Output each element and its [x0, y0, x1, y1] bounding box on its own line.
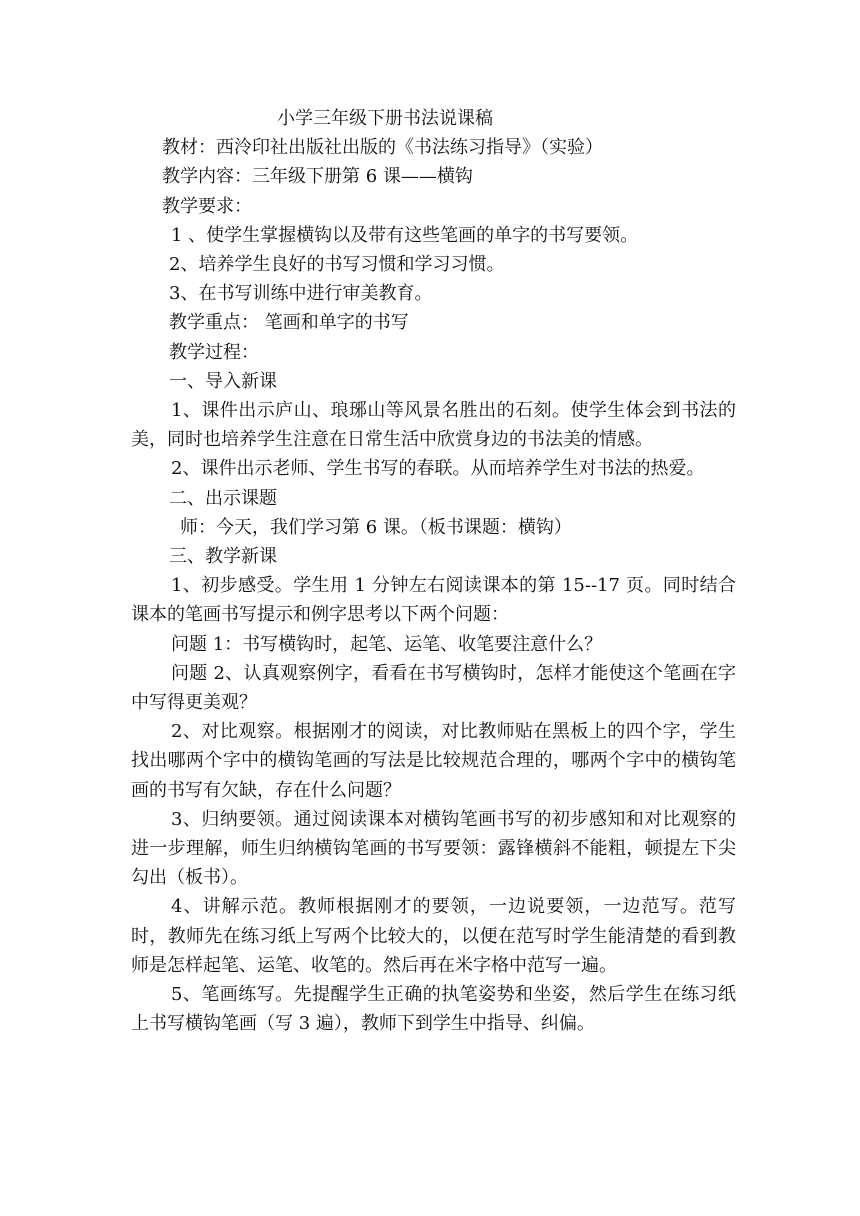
section-heading: 一、导入新课: [169, 370, 277, 392]
content-line: 教学内容：三年级下册第 6 课——横钩: [162, 166, 473, 188]
paragraph: 2、课件出示老师、学生书写的春联。从而培养学生对书法的热爱。: [171, 458, 705, 480]
paragraph: 5、笔画练写。先提醒学生正确的执笔姿势和坐姿，然后学生在练习纸上书写横钩笔画（写 3 遍），教师下到学生中指导、纠偏。: [131, 984, 736, 1035]
paragraph: 4、讲解示范。教师根据刚才的要领，一边说要领，一边范写。范写时，教师先在练习纸上写两个比较大的，以便在范写时学生能清楚的看到教师是怎样起笔、运笔、收笔的。然后再在米字格中范写一遍。: [131, 896, 736, 976]
material-line: 教材：西泠印社出版社出版的《书法练习指导》（实验）: [162, 137, 603, 159]
question-line: 问题 1：书写横钩时，起笔、运笔、收笔要注意什么？: [171, 633, 603, 655]
section-text: 师：今天，我们学习第 6 课。（板书课题：横钩）: [180, 516, 572, 538]
requirement-item: 2、培养学生良好的书写习惯和学习习惯。: [169, 254, 505, 276]
requirement-item: 3、在书写训练中进行审美教育。: [169, 283, 433, 305]
paragraph: 1、初步感受。学生用 1 分钟左右阅读课本的第 15--17 页。同时结合课本的笔画书写提示和例字思考以下两个问题：: [131, 575, 736, 626]
paragraph: 1、课件出示庐山、琅琊山等风景名胜出的石刻。使学生体会到书法的美，同时也培养学生注意在日常生活中欣赏身边的书法美的情感。: [131, 400, 736, 451]
paragraph: 问题 2、认真观察例字，看看在书写横钩时，怎样才能使这个笔画在字中写得更美观？: [131, 662, 736, 714]
paragraph: 3、归纳要领。通过阅读课本对横钩笔画书写的初步感知和对比观察的进一步理解，师生归纳横钩笔画的书写要领：露锋横斜不能粗，顿提左下尖勾出（板书）。: [131, 808, 736, 889]
requirement-item: 1 、使学生掌握横钩以及带有这些笔画的单字的书写要领。: [171, 224, 639, 246]
document-body: [131, 104, 734, 1039]
process-heading: 教学过程：: [169, 341, 259, 363]
document-title: 小学三年级下册书法说课稿: [277, 108, 493, 129]
key-point-line: 教学重点： 笔画和单字的书写: [169, 312, 409, 334]
requirements-heading: 教学要求：: [162, 195, 252, 217]
section-heading: 二、出示课题: [169, 487, 277, 509]
section-heading: 三、教学新课: [169, 546, 277, 568]
paragraph: 2、对比观察。根据刚才的阅读，对比教师贴在黑板上的四个字，学生找出哪两个字中的横钩笔画的写法是比较规范合理的，哪两个字中的横钩笔画的书写有欠缺，存在什么问题？: [131, 721, 736, 801]
